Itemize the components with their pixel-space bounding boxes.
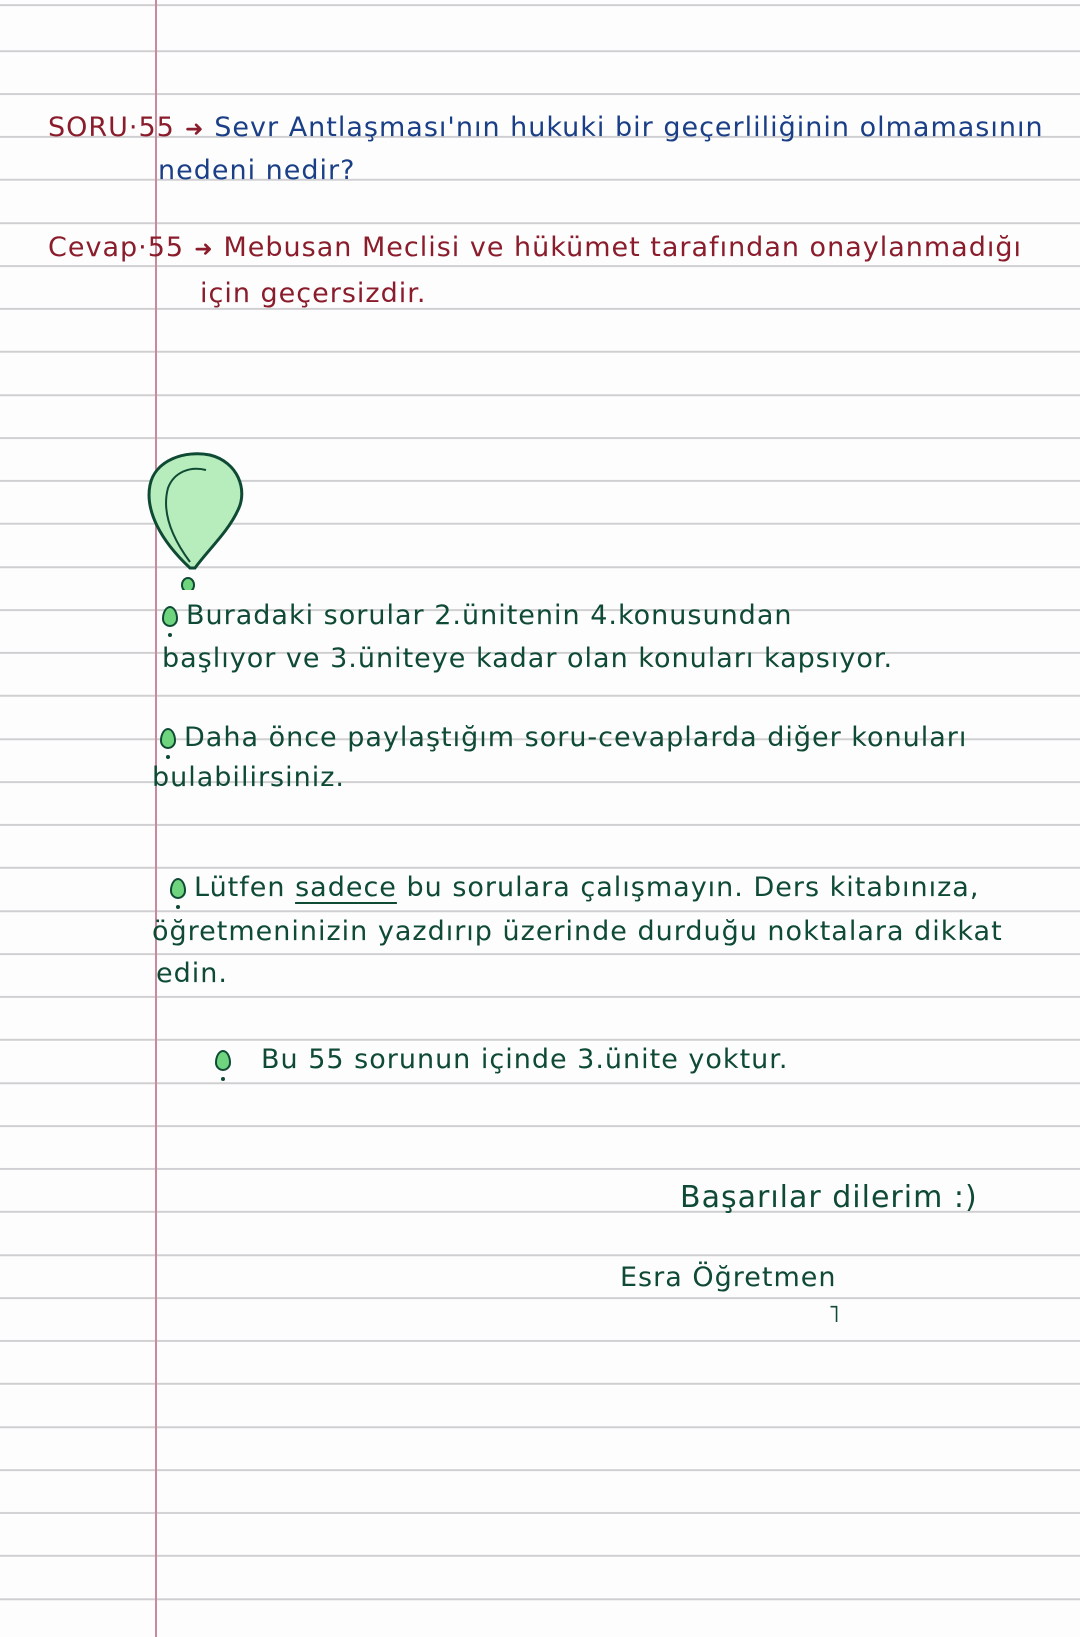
exclamation-bullet-icon bbox=[170, 878, 186, 899]
note-2-line-1: Daha önce paylaştığım soru-cevaplarda diğer konuları bbox=[160, 722, 967, 753]
note-3-line-1: Lütfen sadece bu sorulara çalışmayın. Ders kitabınıza, bbox=[170, 872, 979, 903]
question-line-2: nedeni nedir? bbox=[158, 155, 356, 186]
note-1-line-1: Buradaki sorular 2.ünitenin 4.konusundan bbox=[162, 600, 792, 631]
question-text: Sevr Antlaşması'nın hukuki bir geçerliliğinin olmamasının bbox=[214, 112, 1044, 143]
note-4-line-1: Bu 55 sorunun içinde 3.ünite yoktur. bbox=[215, 1044, 788, 1075]
answer-label: Cevap·55 bbox=[48, 232, 185, 263]
note-1-line-2: başlıyor ve 3.üniteye kadar olan konuları kapsıyor. bbox=[162, 643, 894, 674]
note-3-line-3: edin. bbox=[156, 958, 228, 989]
note-2-line-2: bulabilirsiniz. bbox=[152, 762, 345, 793]
exclamation-icon bbox=[140, 450, 250, 590]
exclamation-bullet-icon bbox=[162, 606, 178, 627]
closing-wish: Başarılar dilerim :) bbox=[680, 1180, 978, 1215]
answer-text: Mebusan Meclisi ve hükümet tarafından onaylanmadığı bbox=[223, 232, 1022, 263]
note-3-line-2: öğretmeninizin yazdırıp üzerinde durduğu noktalara dikkat bbox=[152, 916, 1003, 947]
emphasis-word: sadece bbox=[295, 872, 397, 903]
question-line-1 bbox=[48, 112, 1044, 143]
signature: Esra Öğretmen bbox=[620, 1262, 837, 1293]
arrow-icon: ➜ bbox=[194, 237, 214, 262]
answer-line-1 bbox=[48, 232, 1022, 263]
question-label: SORU·55 bbox=[48, 112, 175, 143]
exclamation-bullet-icon bbox=[160, 728, 176, 749]
closing-mark: ˥ bbox=[828, 1300, 841, 1328]
arrow-icon: ➜ bbox=[184, 117, 205, 142]
answer-line-2: için geçersizdir. bbox=[200, 278, 427, 309]
exclamation-bullet-icon bbox=[215, 1050, 231, 1071]
